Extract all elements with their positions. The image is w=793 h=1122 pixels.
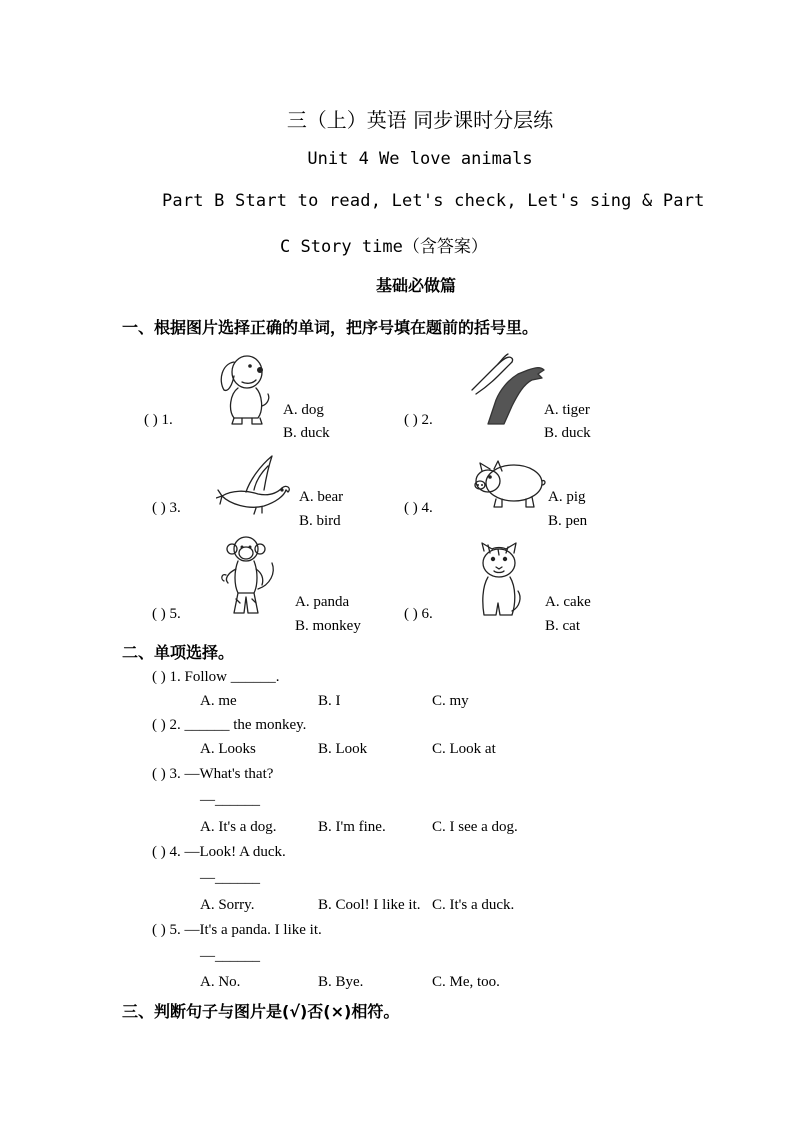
part-title-line2: C Story time（含答案） [280, 237, 488, 257]
item5-option-b: B. monkey [295, 618, 361, 634]
document-title: 三（上）英语 同步课时分层练 [286, 108, 554, 132]
cat-icon [474, 541, 524, 619]
item1-number: ( ) 1. [144, 412, 173, 428]
q4-option-b: B. Cool! I like it. [318, 897, 421, 913]
q1-option-a: A. me [200, 693, 237, 709]
q5-option-c: C. Me, too. [432, 974, 500, 990]
item3-option-b: B. bird [299, 513, 341, 529]
unit-title: Unit 4 We love animals [307, 149, 533, 169]
q4-option-a: A. Sorry. [200, 897, 255, 913]
q2-option-c: C. Look at [432, 741, 496, 757]
q4-answer-blank: —______ [200, 870, 260, 886]
item4-option-b: B. pen [548, 513, 588, 529]
q3-option-b: B. I'm fine. [318, 819, 386, 835]
monkey-icon [218, 533, 280, 619]
q3-answer-blank: —______ [200, 792, 260, 808]
item6-option-b: B. cat [545, 618, 580, 634]
q5-answer-blank: —______ [200, 948, 260, 964]
section2-heading: 二、单项选择。 [122, 643, 235, 662]
pig-icon [470, 457, 546, 509]
item4-option-a: A. pig [548, 489, 586, 505]
q4-option-c: C. It's a duck. [432, 897, 515, 913]
item5-option-a: A. panda [295, 594, 350, 610]
q4-stem: ( ) 4. —Look! A duck. [152, 844, 286, 860]
item3-option-a: A. bear [299, 489, 344, 505]
dog-icon [212, 350, 274, 426]
part-title-line1: Part B Start to read, Let's check, Let's sing & Part [162, 191, 705, 211]
item2-number: ( ) 2. [404, 412, 433, 428]
section3-heading: 三、判断句子与图片是(√)否(×)相符。 [122, 1002, 400, 1021]
bird-icon [216, 450, 294, 516]
item5-number: ( ) 5. [152, 606, 181, 622]
level-heading: 基础必做篇 [375, 276, 456, 295]
q3-stem: ( ) 3. —What's that? [152, 766, 274, 782]
q1-option-b: B. I [318, 693, 341, 709]
item3-number: ( ) 3. [152, 500, 181, 516]
item1-option-a: A. dog [283, 402, 324, 418]
q1-option-c: C. my [432, 693, 469, 709]
q5-stem: ( ) 5. —It's a panda. I like it. [152, 922, 322, 938]
q5-option-a: A. No. [200, 974, 241, 990]
item6-option-a: A. cake [545, 594, 591, 610]
item2-option-b: B. duck [544, 425, 591, 441]
q2-stem: ( ) 2. ______ the monkey. [152, 717, 307, 733]
item1-option-b: B. duck [283, 425, 330, 441]
item2-option-a: A. tiger [544, 402, 590, 418]
item6-number: ( ) 6. [404, 606, 433, 622]
q2-option-a: A. Looks [200, 741, 256, 757]
hand-shadow-duck-icon [468, 350, 548, 426]
q2-option-b: B. Look [318, 741, 368, 757]
item4-number: ( ) 4. [404, 500, 433, 516]
section1-heading: 一、根据图片选择正确的单词，把序号填在题前的括号里。 [122, 318, 539, 337]
q3-option-a: A. It's a dog. [200, 819, 277, 835]
q5-option-b: B. Bye. [318, 974, 364, 990]
q3-option-c: C. I see a dog. [432, 819, 518, 835]
q1-stem: ( ) 1. Follow ______. [152, 669, 280, 685]
